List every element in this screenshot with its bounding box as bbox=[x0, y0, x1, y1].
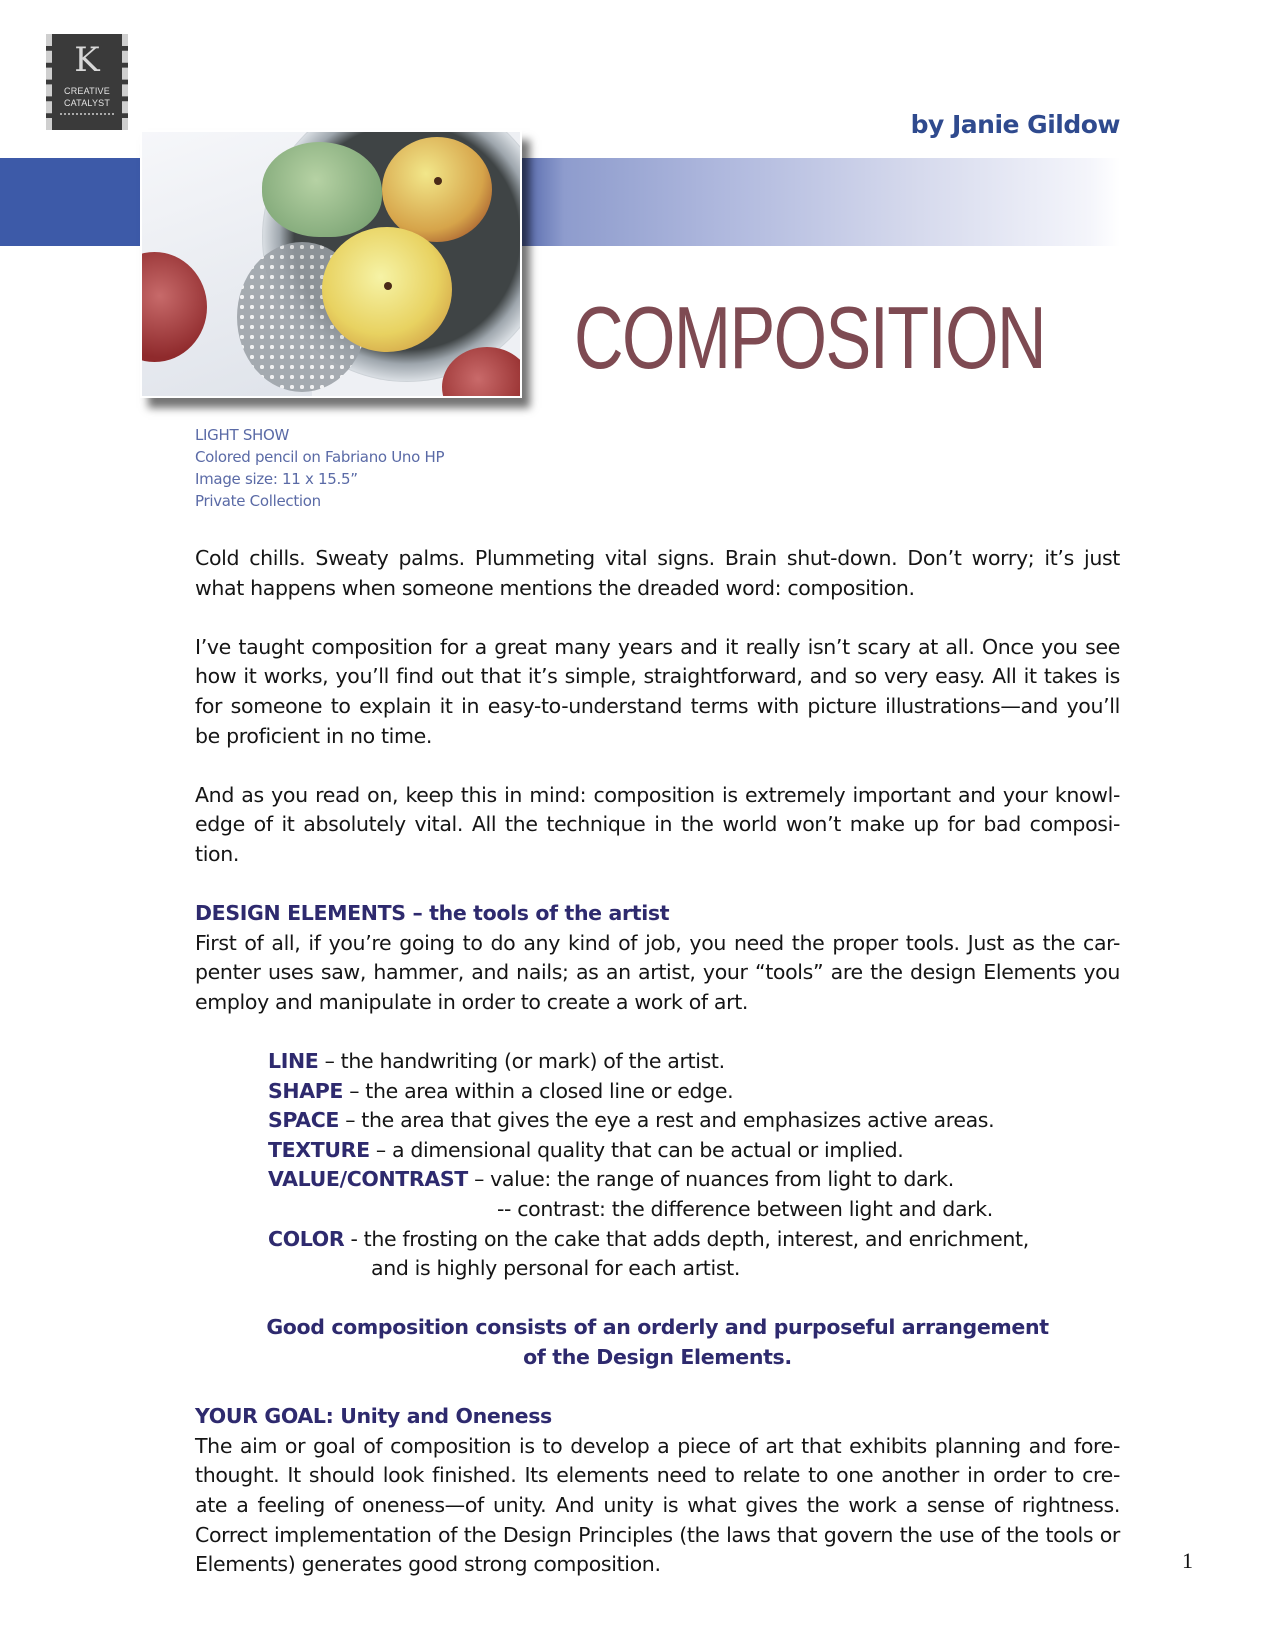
term-value-contrast: VALUE/CONTRAST bbox=[268, 1167, 468, 1192]
artwork-caption bbox=[195, 424, 444, 512]
list-item-color-cont: and is highly personal for each artist. bbox=[371, 1256, 741, 1281]
caption-medium: Colored pencil on Fabriano Uno HP bbox=[195, 448, 445, 466]
list-item-space bbox=[268, 1106, 1120, 1136]
paragraph-goal: The aim or goal of composition is to develop a piece of art that exhibits planning and fore-thought. It should look finished. Its elements need to relate to one another in order to cre-ate a feeling of oneness—of unity. And unity is what gives the work a sense of rightness. Correct implementation of the Design Principles (the laws that govern the use of the tools or Elements) generates good strong composition. bbox=[195, 1433, 1120, 1577]
article-body bbox=[195, 544, 1120, 1580]
list-item-texture bbox=[268, 1136, 1120, 1166]
paragraph-design-elements-intro: First of all, if you’re going to do any kind of job, you need the proper tools. Just as the car-penter uses saw, hammer, and nails; as an artist, your “tools” are the design Elements you employ and manipulate in order to create a work of art. bbox=[195, 930, 1120, 1014]
list-item-color bbox=[268, 1225, 1120, 1255]
logo-mark-icon: K bbox=[74, 40, 100, 80]
term-space: SPACE bbox=[268, 1108, 340, 1133]
logo-text-line2: CATALYST bbox=[63, 98, 111, 108]
logo-film-strip-divider bbox=[60, 113, 114, 115]
header-band-left bbox=[0, 158, 142, 246]
section-heading-your-goal: YOUR GOAL: Unity and Oneness bbox=[195, 1404, 552, 1429]
header-band-gradient bbox=[516, 158, 1120, 246]
author-byline: by Janie Gildow bbox=[910, 110, 1120, 139]
desc-value-contrast: – value: the range of nuances from light to dark. bbox=[467, 1167, 954, 1192]
caption-collection: Private Collection bbox=[195, 492, 321, 510]
callout-good-composition bbox=[195, 1313, 1120, 1372]
paragraph-importance: And as you read on, keep this in mind: composition is extremely important and your knowl-edge of it absolutely vital. All the technique in the world won’t make up for bad composi-tion. bbox=[195, 782, 1120, 866]
desc-color: - the frosting on the cake that adds depth, interest, and enrichment, bbox=[344, 1226, 1029, 1251]
desc-shape: – the area within a closed line or edge. bbox=[343, 1078, 734, 1103]
list-item-shape bbox=[268, 1077, 1120, 1107]
list-item-value-contrast-cont: -- contrast: the difference between light and dark. bbox=[497, 1197, 993, 1222]
paragraph-intro: Cold chills. Sweaty palms. Plummeting vital signs. Brain shut-down. Don’t worry; it’s just what happens when someone mentions the dreaded word: composition. bbox=[195, 546, 1120, 600]
artwork-apple-stem bbox=[384, 282, 392, 290]
page-title: COMPOSITION bbox=[574, 288, 1045, 387]
paragraph-taught: I’ve taught composition for a great many years and it really isn’t scary at all. Once you see how it works, you’ll find out that it’s simple, straightforward, and so very easy. All it takes is for someone to explain it in easy-to-understand terms with picture illustrations—and you’ll be proficient in no time. bbox=[195, 634, 1120, 748]
caption-size: Image size: 11 x 15.5” bbox=[195, 470, 358, 488]
term-shape: SHAPE bbox=[268, 1078, 344, 1103]
artwork-apple-stem bbox=[434, 177, 442, 185]
term-texture: TEXTURE bbox=[268, 1137, 370, 1162]
list-item-value-contrast bbox=[268, 1165, 1120, 1195]
term-line: LINE bbox=[268, 1049, 319, 1074]
page-number: 1 bbox=[1182, 1548, 1193, 1573]
desc-texture: – a dimensional quality that can be actual or implied. bbox=[369, 1137, 904, 1162]
artwork-apple-top bbox=[382, 137, 492, 242]
caption-title: LIGHT SHOW bbox=[195, 426, 290, 444]
callout-line1: Good composition consists of an orderly and purposeful arrangement bbox=[266, 1315, 1049, 1340]
creative-catalyst-logo bbox=[46, 34, 128, 130]
callout-line2: of the Design Elements. bbox=[523, 1345, 792, 1370]
list-item-line bbox=[268, 1047, 1120, 1077]
design-elements-list bbox=[268, 1047, 1120, 1284]
artwork-light-show bbox=[140, 130, 522, 398]
artwork-green-pear bbox=[262, 142, 382, 237]
desc-space: – the area that gives the eye a rest and emphasizes active areas. bbox=[339, 1108, 995, 1133]
section-heading-design-elements: DESIGN ELEMENTS – the tools of the artist bbox=[195, 901, 670, 926]
desc-line: – the handwriting (or mark) of the artist. bbox=[318, 1049, 725, 1074]
logo-text-line1: CREATIVE bbox=[64, 86, 110, 96]
term-color: COLOR bbox=[268, 1226, 345, 1251]
